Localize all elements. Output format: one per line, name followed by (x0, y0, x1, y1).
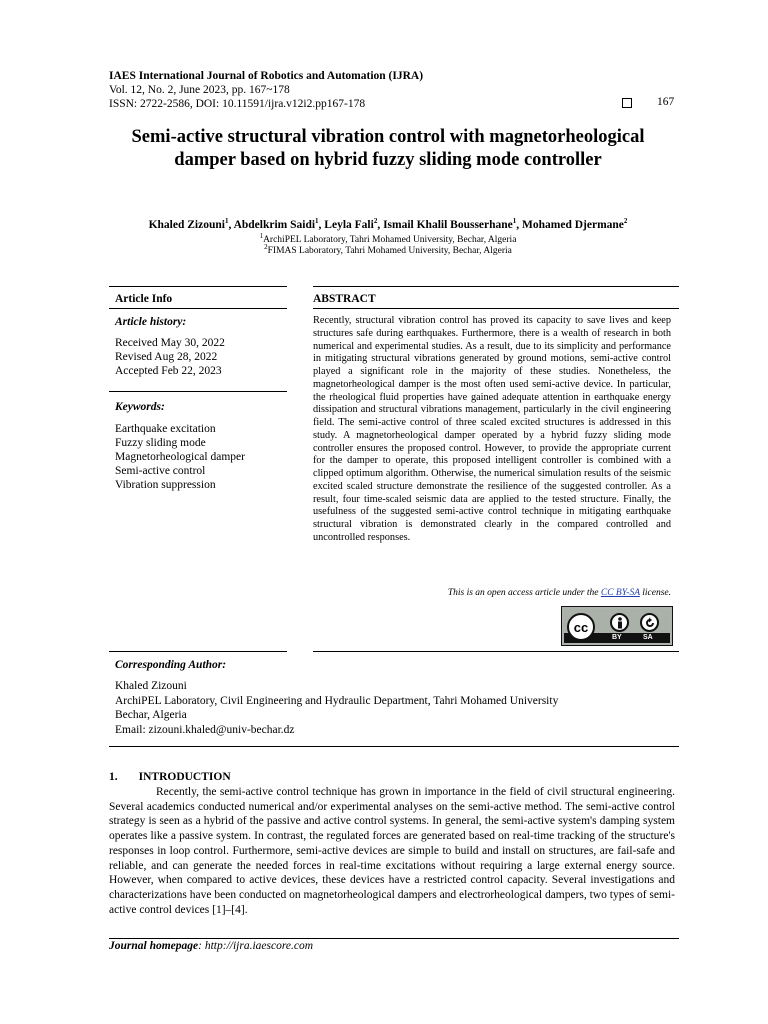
homepage-label: Journal homepage (109, 940, 199, 952)
cc-by-sa-badge[interactable] (561, 606, 673, 646)
divider (313, 651, 679, 652)
volume-info: Vol. 12, No. 2, June 2023, pp. 167~178 (109, 84, 290, 96)
author-sup: 1 (512, 217, 517, 226)
author-name: Abdelkrim Saidi (233, 219, 316, 231)
journal-name: IAES International Journal of Robotics and Automation (IJRA) (109, 70, 424, 82)
divider (109, 746, 679, 747)
affiliation-text: FIMAS Laboratory, Tahri Mohamed University, Bechar, Algeria (267, 246, 512, 256)
introduction-body (109, 785, 675, 917)
history-item: Revised Aug 28, 2022 (115, 351, 218, 363)
author-name: Khaled Zizouni (148, 219, 225, 231)
divider (109, 651, 287, 652)
divider (109, 391, 287, 392)
keyword-item: Vibration suppression (115, 479, 216, 491)
keyword-list (115, 422, 245, 492)
corresponding-city: Bechar, Algeria (115, 709, 187, 722)
person-icon (610, 613, 629, 632)
article-info-heading: Article Info (115, 293, 173, 305)
author-name: Leyla Fali (324, 219, 374, 231)
author-sup: 2 (373, 217, 378, 226)
abstract-body: Recently, structural vibration control has proved its capacity to save lives and keep structures safe during earthquakes. Furthermore, there is a wealth of research in both numerical and experimental studies. As a result, due to its simplicity and performance in mitigating structural vibrations generated by ground motions, semi-active control played a significant role in the majority of these studies. Nonetheless, the magnetorheological damper is the most often used semi-active device. In particular, the rheological fluid properties have gained adequate attention in earthquake energy dissipation and structural vibrations management, particularly in the civil engineering field. The semi-active control of three scaled excited structures is addressed in this study. A magnetorheological damper operated by a hybrid fuzzy sliding mode controller ensures the proposed control. However, to provide the appropriate current for the damper to operate, this proposed intelligent controller is combined with a clipped optimum algorithm. Otherwise, the numerical simulation results of the seismic excited scaled structure demonstrate the resilience of the suggested controller. As a result, four time-scaled seismic data are applied to the tested structure. Finally, the usefulness of the suggested semi-active control technique in mitigating earthquake structural vibration is demonstrated clearly in the compared controlled and uncontrolled responses. (313, 315, 671, 543)
introduction-paragraph: Recently, the semi-active control technique has grown in importance in the field of civil structural engineering. Several academics conducted numerical and/or experimental analyses on the semi-active method. The semi-active control strategy is seen as a hybrid of the passive and active control systems. In general, the semi-active system's damping system operates like a passive system. In contrast, the regulated forces are generated based on real-time tracking of the structure's responses in loop control. Furthermore, semi-active devices are simple to build and install on structures, are fail-safe and reliable, and can generate the needed forces in real-time excitations without requiring a large external energy source. However, when compared to active devices, these devices have a restricted control capacity. Several investigations and characterizations have been conducted on magnetorheological dampers and electrorheological dampers, two types of semi-active control devices [1]–[4]. (109, 786, 675, 916)
introduction-heading (109, 771, 231, 783)
license-link[interactable]: CC BY-SA (600, 588, 640, 598)
author-name: Ismail Khalil Bousserhane (383, 219, 513, 231)
affiliation (100, 231, 676, 246)
keyword-item: Fuzzy sliding mode (115, 437, 206, 449)
abstract-heading: ABSTRACT (313, 293, 376, 305)
section-number: 1. (109, 771, 118, 783)
divider (109, 308, 287, 309)
license-prefix: This is an open access article under the (447, 588, 601, 598)
corresponding-name: Khaled Zizouni (115, 680, 187, 692)
affiliation (100, 242, 676, 257)
author-list: Khaled Zizouni$^1$, Abdelkrim Saidi$^1$, Leyla Fali$^2$, Ismail Khalil Bousserhane$^1$, Mohamed Djermane$^2$ (148, 217, 628, 231)
divider (109, 286, 287, 287)
corresponding-dept: ArchiPEL Laboratory, Civil Engineering and Hydraulic Department, Tahri Mohamed University (115, 694, 559, 707)
affiliation-sup: 1 (259, 231, 264, 240)
history-label: Article history: (115, 316, 187, 328)
divider (313, 308, 679, 309)
keyword-item: Semi-active control (115, 465, 206, 477)
affiliation-text: ArchiPEL Laboratory, Tahri Mohamed University, Bechar, Algeria (263, 235, 517, 245)
homepage-url[interactable]: : http://ijra.iaescore.com (198, 940, 314, 952)
affiliation-sup: 2 (264, 242, 268, 251)
issn-doi: ISSN: 2722-2586, DOI: 10.11591/ijra.v12i2.pp167-178 (109, 98, 366, 110)
corresponding-label: Corresponding Author: (115, 659, 227, 671)
by-label: BY (612, 634, 622, 641)
share-alike-icon (640, 613, 659, 632)
author-sup: 1 (224, 217, 229, 226)
cc-icon: cc (567, 613, 595, 641)
section-title: INTRODUCTION (138, 771, 231, 783)
author-name: Mohamed Djermane (522, 219, 624, 231)
history-list (115, 336, 225, 378)
keyword-item: Earthquake excitation (115, 423, 216, 435)
corresponding-email: Email: zizouni.khaled@univ-bechar.dz (115, 724, 295, 737)
author-sup: 1 (315, 217, 319, 226)
history-item: Received May 30, 2022 (115, 337, 225, 349)
paper-title: Semi-active structural vibration control with magnetorheological damper based on hybrid fuzzy sliding mode controller (131, 127, 645, 170)
divider (313, 286, 679, 287)
divider (109, 938, 679, 939)
history-item: Accepted Feb 22, 2023 (115, 365, 222, 377)
square-bullet-icon (622, 98, 632, 108)
license-note (313, 588, 671, 598)
license-suffix: license. (639, 588, 671, 598)
journal-homepage (109, 940, 313, 952)
sa-label: SA (643, 634, 653, 641)
keyword-item: Magnetorheological damper (115, 451, 245, 463)
keywords-label: Keywords: (115, 401, 165, 413)
corresponding-details (115, 679, 558, 738)
author-sup: 2 (623, 217, 628, 226)
page-number: 167 (657, 96, 675, 108)
